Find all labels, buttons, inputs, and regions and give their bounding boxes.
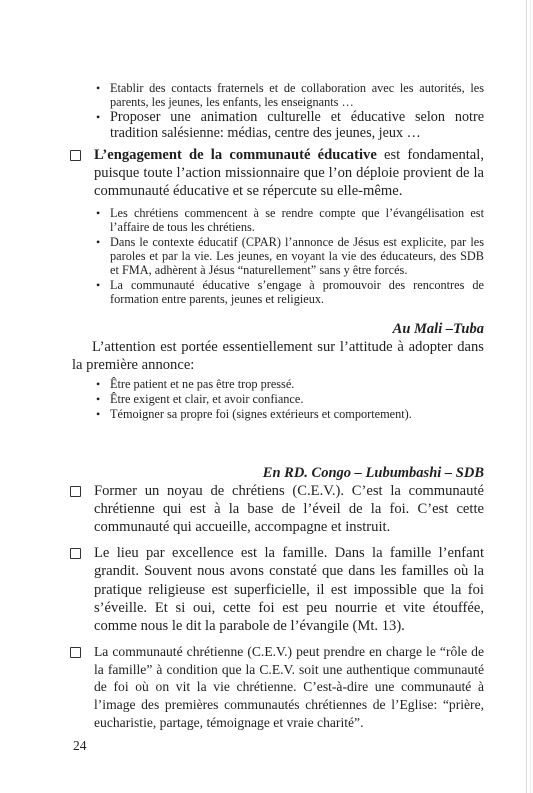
congo-item [74, 544, 484, 635]
congo-item-text: Le lieu par excellence est la famille. Dans la famille l’enfant grandit. Souvent nous avons constaté que dans les familles où la pratique religieuse est superficielle, il est impossible que la foi s’éveille. Et si oui, cette foi est peu nourrie et vite étouffée, comme nous le dit la parabole de l’évangile (Mt. 13). [94, 545, 484, 635]
checkbox-icon [70, 150, 81, 161]
section-heading-congo: En RD. Congo – Lubumbashi – SDB [262, 464, 484, 481]
checkbox-icon [70, 548, 81, 559]
engagement-text: est fondamental, puisque toute l’action missionnaire que l’on déploie provient de la communauté éducative et se répercute su elle-même. [94, 147, 484, 200]
congo-item [74, 482, 484, 537]
list-item: • Proposer une animation culturelle et éducative selon notre tradition salésienne: médias, centre des jeunes, jeux … [94, 110, 484, 141]
congo-item-text: Former un noyau de chrétiens (C.E.V.). C’est la communauté chrétienne qui est à la base de l’éveil de la foi. C’est cette communauté qui accueille, accompagne et instruit. [94, 482, 484, 536]
bullet-list-mali [94, 377, 484, 421]
checkbox-icon [70, 647, 81, 658]
bullet-list-engagement [94, 206, 484, 306]
list-item: • Etablir des contacts fraternels et de collaboration avec les autorités, les parents, les jeunes, les enfants, les enseignants … [94, 81, 484, 109]
list-item: • La communauté éducative s’engage à promouvoir des rencontres de formation entre parents, jeunes et religieux. [94, 278, 484, 306]
mali-intro-paragraph: L’attention est portée essentiellement sur l’attitude à adopter dans la première annonce: [72, 338, 484, 373]
list-item: • Être patient et ne pas être trop pressé. [94, 377, 484, 391]
page-edge-line [530, 0, 531, 793]
page-number: 24 [73, 738, 87, 753]
list-item: • Dans le contexte éducatif (CPAR) l’annonce de Jésus est explicite, par les paroles et par la vie. Les jeunes, en voyant la vie des éducateurs, des SDB et FMA, adhèrent à Jésus “naturellement” sans y être forcés. [94, 235, 484, 277]
section-heading-mali: Au Mali –Tuba [392, 320, 484, 337]
checkbox-icon [70, 486, 81, 497]
list-item: • Les chrétiens commencent à se rendre compte que l’évangélisation est l’affaire de tous les chrétiens. [94, 206, 484, 234]
page-content [74, 81, 484, 731]
congo-item [74, 643, 484, 731]
page-edge-line [526, 0, 527, 793]
engagement-paragraph [74, 146, 484, 201]
bullet-list-top [94, 81, 484, 141]
engagement-bold-lead: L’engagement de la communauté éducative [94, 147, 377, 163]
list-item: • Témoigner sa propre foi (signes extérieurs et comportement). [94, 407, 484, 421]
congo-item-text: La communauté chrétienne (C.E.V.) peut prendre en charge le “rôle de la famille” à condition que la C.E.V. soit une authentique communauté de foi où on vit la vie chrétienne. C’est-à-dire une communauté à l’image des premières communautés chrétiennes de l’Eglise: “prière, eucharistie, partage, témoignage et vraie charité”. [94, 644, 484, 730]
list-item: • Être exigent et clair, et avoir confiance. [94, 392, 484, 406]
